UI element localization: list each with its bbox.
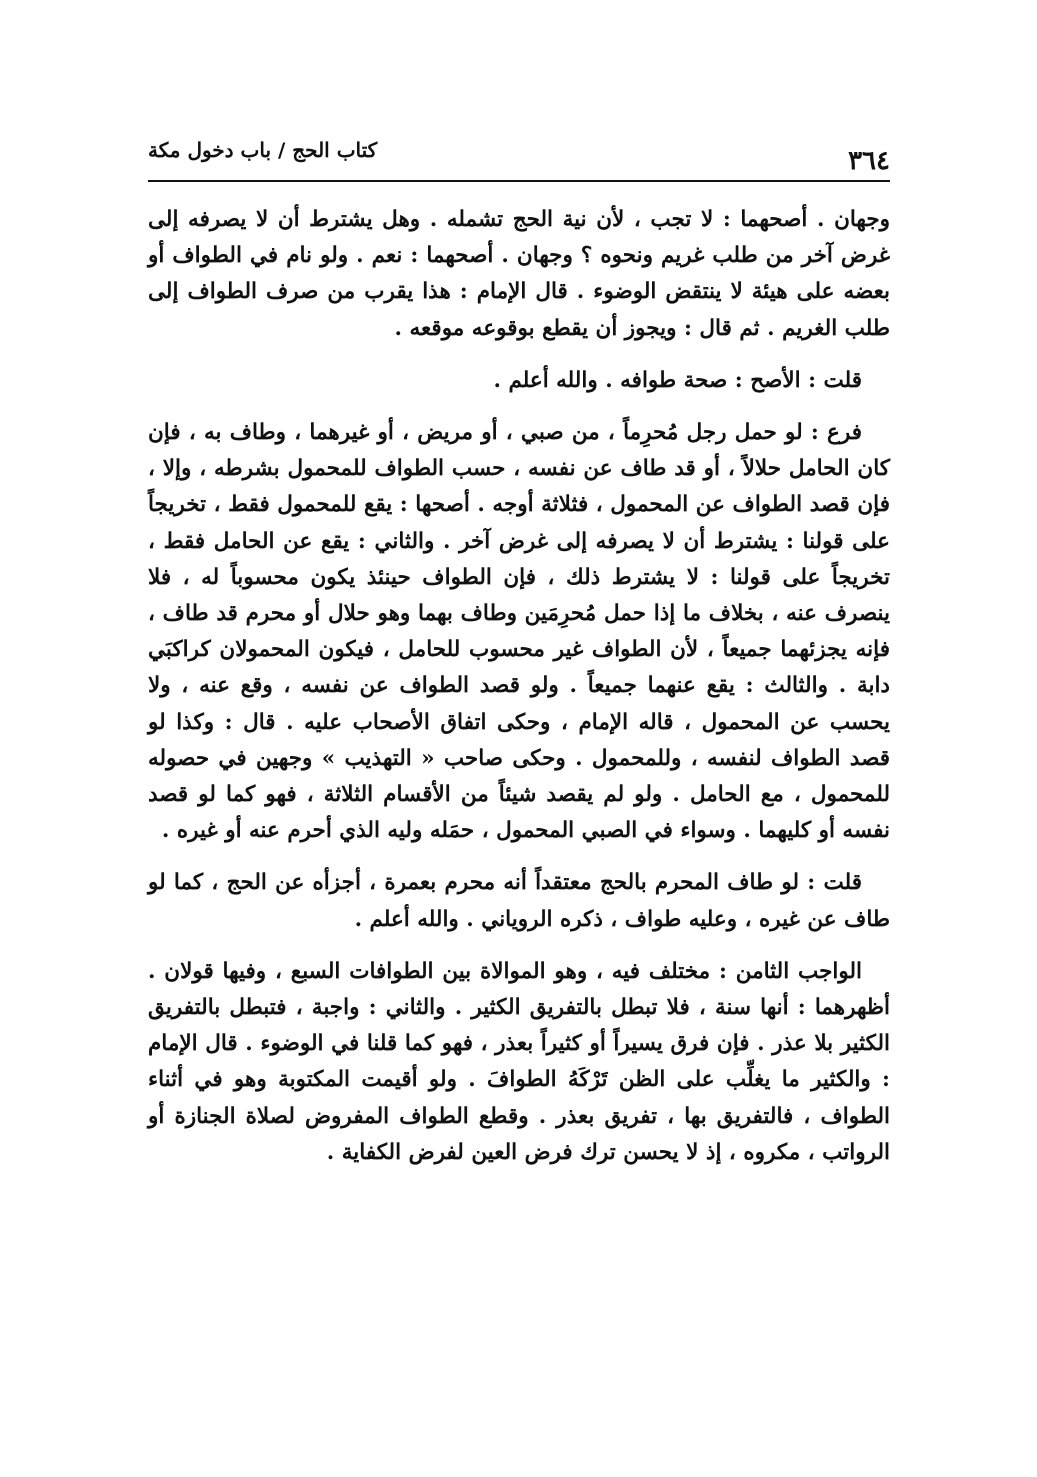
running-header	[148, 118, 890, 182]
paragraph: الواجب الثامن : مختلف فيه ، وهو الموالاة بين الطوافات السبع ، وفيها قولان . أظهرهما : أنها سنة ، فلا تبطل بالتفريق الكثير . والثاني : واجبة ، فتبطل بالتفريق الكثير بلا عذر . فإن فرق يسيراً أو كثيراً بعذر ، فهو كما قلنا في الوضوء . قال الإمام : والكثير ما يغلِّب على الظن تَرْكَهُ الطوافَ . ولو أقيمت المكتوبة وهو في أثناء الطواف ، فالتفريق بها ، تفريق بعذر . وقطع الطواف المفروض لصلاة الجنازة أو الرواتب ، مكروه ، إذ لا يحسن ترك فرض العين لفرض الكفاية .	[148, 958, 890, 1165]
book-page	[148, 118, 890, 1187]
page-number: ٣٦٤	[848, 146, 890, 176]
paragraph: قلت : لو طاف المحرم بالحج معتقداً أنه محرم بعمرة ، أجزأه عن الحج ، كما لو طاف عن غيره ، وعليه طواف ، ذكره الروياني . والله أعلم .	[148, 870, 890, 932]
paragraph: وجهان . أصحهما : لا تجب ، لأن نية الحج تشمله . وهل يشترط أن لا يصرفه إلى غرض آخر من طلب غريم ونحوه ؟ وجهان . أصحهما : نعم . ولو نام في الطواف أو بعضه على هيئة لا ينتقض الوضوء . قال الإمام : هذا يقرب من صرف الطواف إلى طلب الغريم . ثم قال : ويجوز أن يقطع بوقوعه موقعه .	[148, 207, 890, 341]
paragraph: قلت : الأصح : صحة طوافه . والله أعلم .	[493, 367, 862, 393]
paragraph: فرع : لو حمل رجل مُحرِماً ، من صبي ، أو مريض ، أو غيرهما ، وطاف به ، فإن كان الحامل حلالاً ، أو قد طاف عن نفسه ، حسب الطواف للمحمول بشرطه ، وإلا ، فإن قصد الطواف عن المحمول ، فثلاثة أوجه . أصحها : يقع للمحمول فقط ، تخريجاً على قولنا : يشترط أن لا يصرفه إلى غرض آخر . والثاني : يقع عن الحامل فقط ، تخريجاً على قولنا : لا يشترط ذلك ، فإن الطواف حينئذ يكون محسوباً له ، فلا ينصرف عنه ، بخلاف ما إذا حمل مُحرِمَين وطاف بهما وهو حلال أو محرم قد طاف ، فإنه يجزئهما جميعاً ، لأن الطواف غير محسوب للحامل ، فيكون المحمولان كراكبَي دابة . والثالث : يقع عنهما جميعاً . ولو قصد الطواف عن نفسه ، وقع عنه ، ولا يحسب عن المحمول ، قاله الإمام ، وحكى اتفاق الأصحاب عليه . قال : وكذا لو قصد الطواف لنفسه ، وللمحمول . وحكى صاحب « التهذيب » وجهين في حصوله للمحمول ، مع الحامل . ولو لم يقصد شيئاً من الأقسام الثلاثة ، فهو كما لو قصد نفسه أو كليهما . وسواء في الصبي المحمول ، حمَله وليه الذي أحرم عنه أو غيره .	[148, 420, 890, 844]
running-title: كتاب الحج / باب دخول مكة	[148, 138, 378, 162]
body-text	[148, 202, 890, 1171]
